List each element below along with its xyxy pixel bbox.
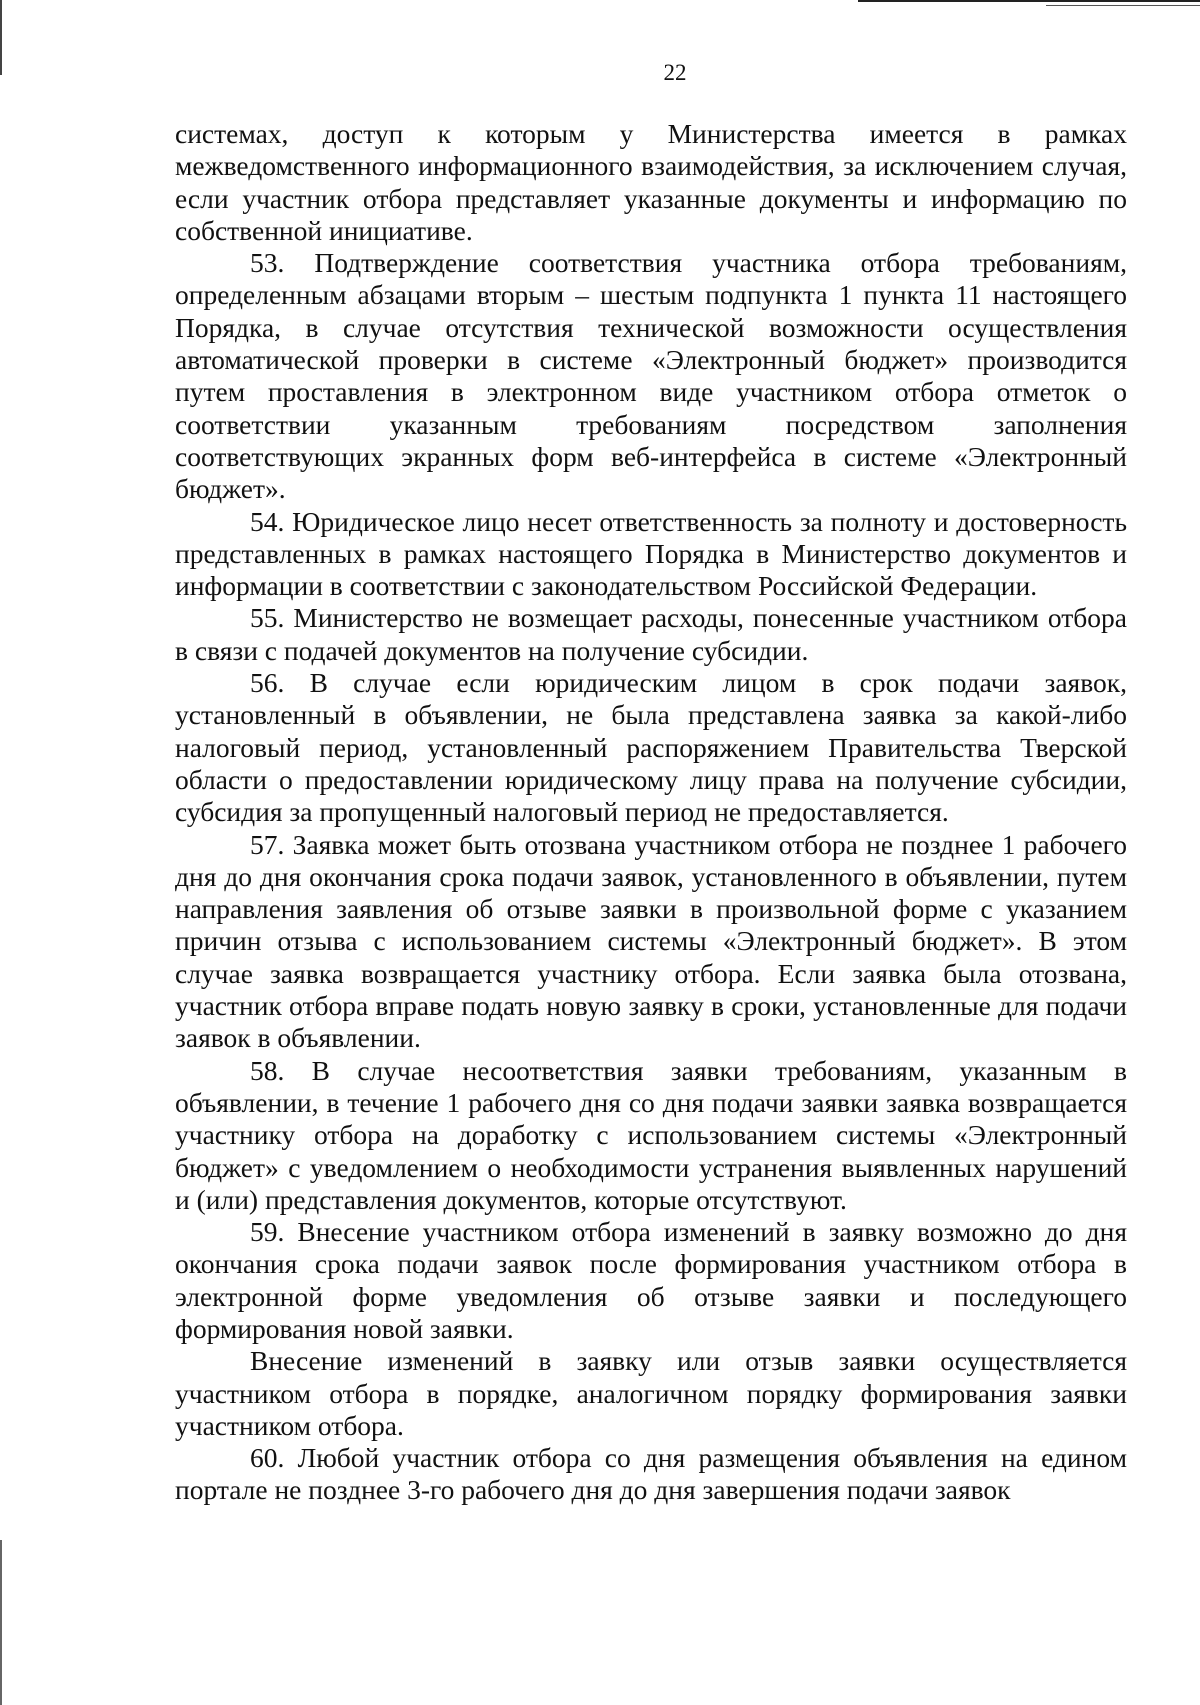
paragraph-55: 55. Министерство не возмещает расходы, понесенные участником отбора в связи с подачей документов на получение субсидии.	[175, 602, 1127, 666]
page-number: 22	[663, 60, 687, 85]
paragraph-58: 58. В случае несоответствия заявки требованиям, указанным в объявлении, в течение 1 рабочего дня со дня подачи заявки заявка возвращается участнику отбора на доработку с использованием системы «Электронный бюджет» с уведомлением о необходимости устранения выявленных нарушений и (или) представления документов, которые отсутствуют.	[175, 1054, 1127, 1215]
paragraph-59-note: Внесение изменений в заявку или отзыв заявки осуществляется участником отбора в порядке, аналогичном порядку формирования заявки участником отбора.	[175, 1345, 1127, 1441]
paragraph-59: 59. Внесение участником отбора изменений в заявку возможно до дня окончания срока подачи заявок после формирования участником отбора в электронной форме уведомления об отзыве заявки и последующего формирования новой заявки.	[175, 1216, 1127, 1344]
scan-edge-top-secondary	[1046, 0, 1200, 6]
document-body	[175, 118, 1127, 1507]
paragraph-56: 56. В случае если юридическим лицом в срок подачи заявок, установленный в объявлении, не была представлена заявка за какой-либо налоговый период, установленный распоряжением Правительства Тверской области о предоставлении юридическому лицу права на получение субсидии, субсидия за пропущенный налоговый период не предоставляется.	[175, 667, 1127, 828]
paragraph-53: 53. Подтверждение соответствия участника отбора требованиям, определенным абзацами вторым – шестым подпункта 1 пункта 11 настоящего Порядка, в случае отсутствия технической возможности осуществления автоматической проверки в системе «Электронный бюджет» производится путем проставления в электронном виде участником отбора отметок о соответствии указанным требованиям посредством заполнения соответствующих экранных форм веб-интерфейса в системе «Электронный бюджет».	[175, 247, 1127, 505]
paragraph-54: 54. Юридическое лицо несет ответственность за полноту и достоверность представленных в рамках настоящего Порядка в Министерство документов и информации в соответствии с законодательством Российской Федерации.	[175, 505, 1127, 602]
paragraph-57: 57. Заявка может быть отозвана участником отбора не позднее 1 рабочего дня до дня окончания срока подачи заявок, установленного в объявлении, путем направления заявления об отзыве заявки в произвольной форме с указанием причин отзыва с использованием системы «Электронный бюджет». В этом случае заявка возвращается участнику отбора. Если заявка была отозвана, участник отбора вправе подать новую заявку в сроки, установленные для подачи заявок в объявлении.	[175, 828, 1127, 1054]
paragraph-60: 60. Любой участник отбора со дня размещения объявления на едином портале не позднее 3-го рабочего дня до дня завершения подачи заявок	[175, 1442, 1127, 1506]
scan-edge-left-bottom	[0, 1540, 2, 1705]
paragraph-continuation: системах, доступ к которым у Министерства имеется в рамках межведомственного информационного взаимодействия, за исключением случая, если участник отбора представляет указанные документы и информацию по собственной инициативе.	[175, 118, 1127, 246]
